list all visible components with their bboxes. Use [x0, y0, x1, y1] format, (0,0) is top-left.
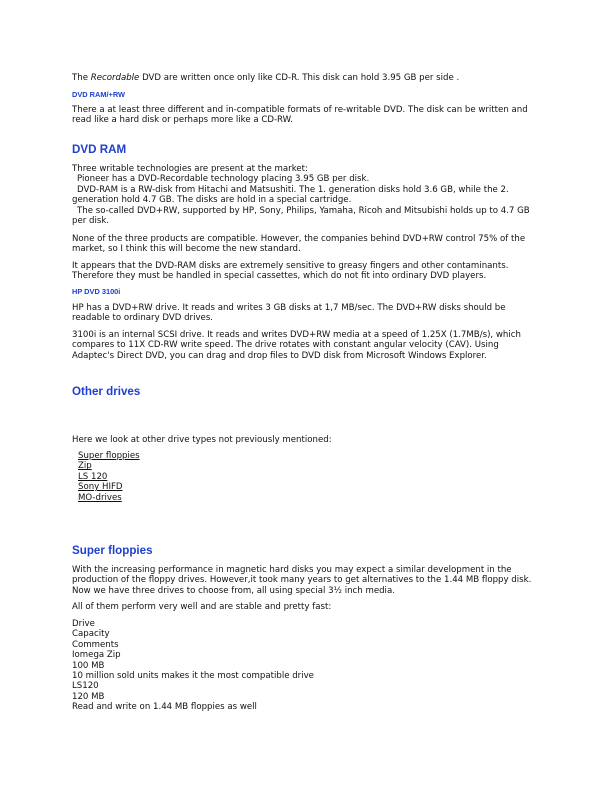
table-header-cell: Capacity [72, 629, 110, 640]
zip-link[interactable]: Zip [78, 461, 92, 472]
ls120-link[interactable]: LS 120 [78, 471, 108, 482]
mo-drives-link[interactable]: MO-drives [78, 492, 122, 503]
table-header-cell: Comments [72, 639, 119, 650]
recordable-emphasis: Recordable [90, 73, 140, 83]
table-cell: 10 million sold units makes it the most compatible drive [72, 671, 314, 682]
dvd-ram-sensitivity-paragraph: It appears that the DVD-RAM disks are extremely sensitive to greasy fingers and other contaminants. Therefore they must be handled in special cassettes, which do not fit into ordinary DVD players. [72, 261, 509, 282]
dvd-ram-rw-paragraph: There a at least three different and in-compatible formats of re-writable DVD. The disk can be written and read like a hard disk or perhaps more like a CD-RW. [72, 105, 528, 126]
table-cell: 100 MB [72, 660, 105, 671]
hp-dvd-heading: HP DVD 3100i [72, 287, 121, 296]
dvd-ram-line: Pioneer has a DVD-Recordable technology placing 3.95 GB per disk. [77, 174, 370, 185]
super-floppies-paragraph-1: With the increasing performance in magnetic hard disks you may expect a similar development in the production of the floppy drives. However,it took many years to get alternatives to the 1.44 MB floppy disk. Now we have three drives to choose from, all using special 3½ inch media. [72, 565, 532, 596]
super-floppies-heading: Super floppies [72, 544, 153, 557]
dvd-ram-heading: DVD RAM [72, 143, 127, 156]
dvd-ram-rw-heading: DVD RAM/+RW [72, 90, 126, 99]
dvd-ram-line: The so-called DVD+RW, supported by HP, Sony, Philips, Yamaha, Ricoh and Mitsubishi holds up to 4.7 GB per disk. [72, 205, 530, 227]
other-drives-heading: Other drives [72, 385, 141, 398]
dvd-ram-compat-paragraph: None of the three products are compatible. However, the companies behind DVD+RW control 75% of the market, so I think this will become the new standard. [72, 234, 526, 255]
super-floppies-link[interactable]: Super floppies [78, 451, 140, 461]
floppy-table [72, 619, 314, 713]
table-cell: LS120 [72, 681, 99, 692]
other-drives-intro: Here we look at other drive types not previously mentioned: [72, 435, 332, 445]
table-header-cell: Drive [72, 619, 95, 629]
dvd-ram-technologies [72, 164, 540, 226]
table-cell: Read and write on 1.44 MB floppies as well [72, 702, 257, 713]
super-floppies-paragraph-2: All of them perform very well and are stable and pretty fast: [72, 602, 332, 612]
table-cell: 120 MB [72, 691, 105, 702]
table-cell: Iomega Zip [72, 650, 121, 661]
intro-paragraph: The Recordable DVD are written once only like CD-R. This disk can hold 3.95 GB per side . [72, 73, 460, 83]
dvd-ram-line: Three writable technologies are present at the market: [72, 164, 308, 174]
other-drives-link-list [78, 451, 140, 503]
hp-dvd-paragraph-2: 3100i is an internal SCSI drive. It reads and writes DVD+RW media at a speed of 1.25X (1.7MB/s), which compares to 11X CD-RW write speed. The drive rotates with constant angular velocity (CAV). Using Adaptec's Direct DVD, you can drag and drop files to DVD disk from Microsoft Windows Explorer. [72, 330, 521, 361]
dvd-ram-line: DVD-RAM is a RW-disk from Hitachi and Matsushiti. The 1. generation disks hold 3.6 GB, while the 2. generation hold 4.7 GB. The disks are hold in a special cartridge. [72, 184, 509, 206]
hp-dvd-paragraph-1: HP has a DVD+RW drive. It reads and writes 3 GB disks at 1,7 MB/sec. The DVD+RW disks should be readable to ordinary DVD drives. [72, 303, 506, 324]
sony-hifd-link[interactable]: Sony HIFD [78, 482, 123, 493]
